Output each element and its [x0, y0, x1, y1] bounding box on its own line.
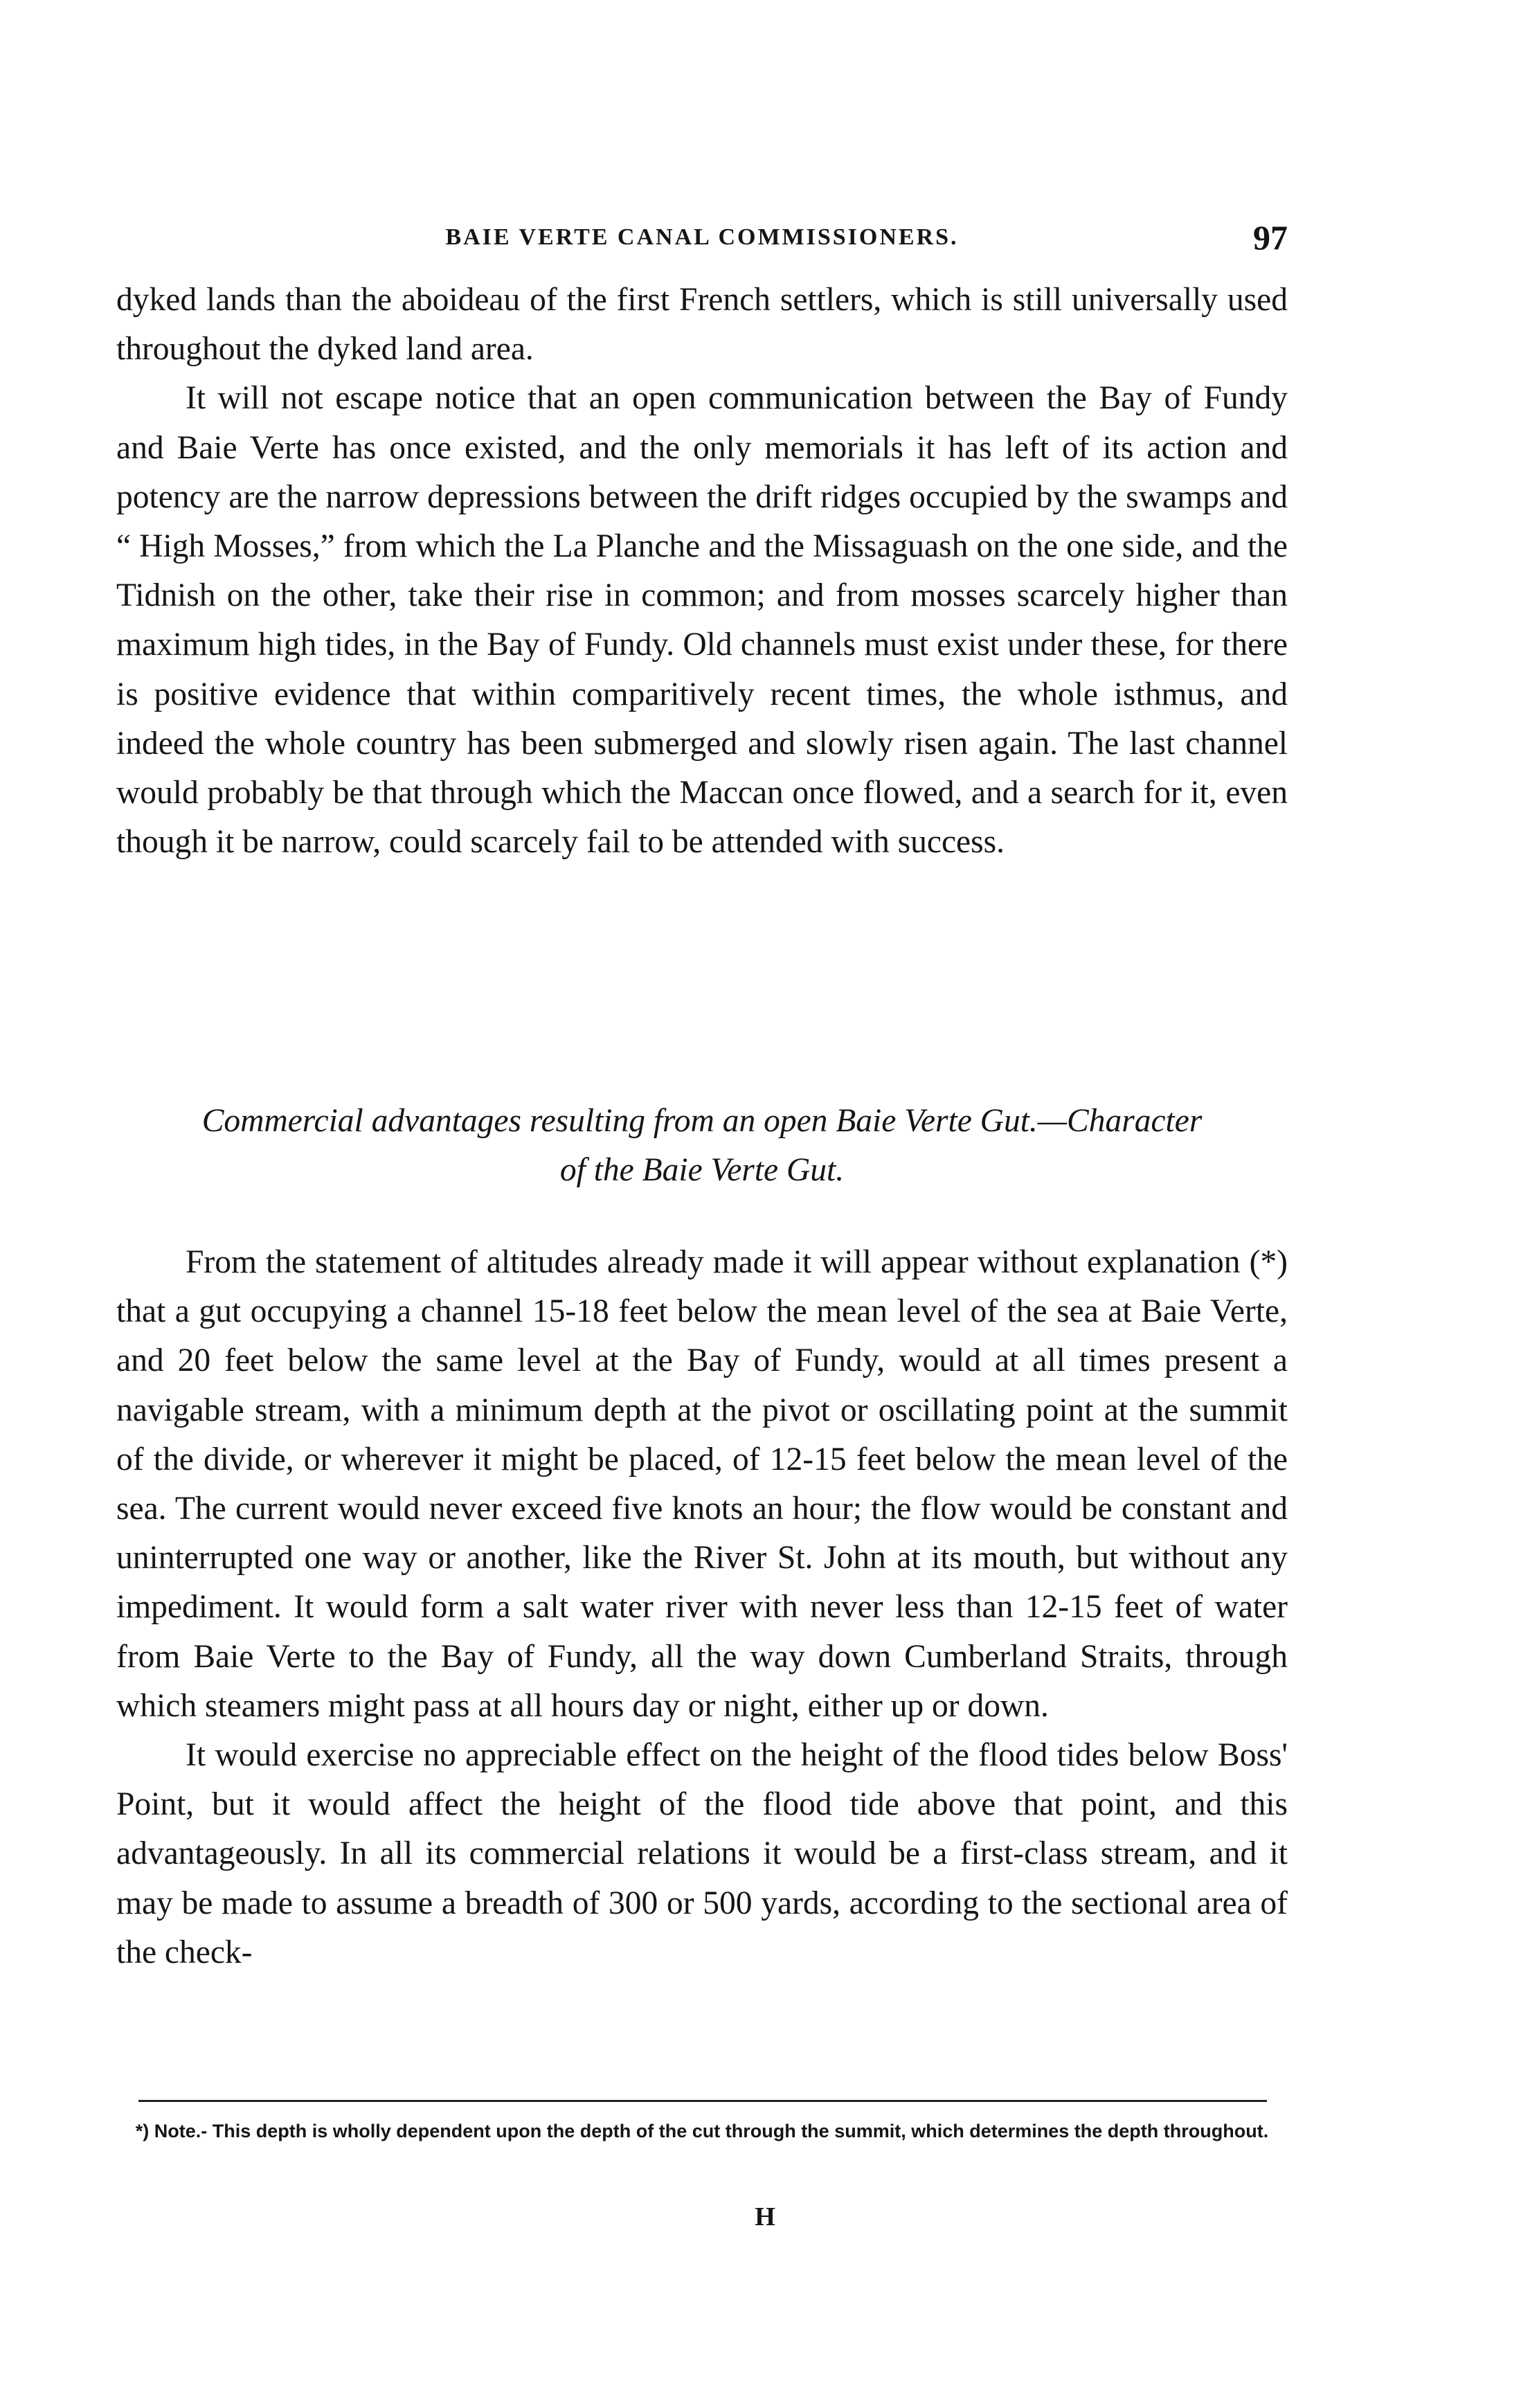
section-heading: [116, 1097, 1288, 1195]
running-head: [116, 220, 1288, 262]
footnote-rule: [138, 2100, 1267, 2102]
section-heading-line-2: of the Baie Verte Gut.: [559, 1152, 845, 1188]
paragraph-altitudes: From the statement of altitudes already made it will appear without explanation (*) that a gut occupying a channel 15-18 feet below the mean level of the sea at Baie Verte, and 20 feet below the same level at the Bay of Fundy, would at all times present a navigable stream, with a minimum depth at the pivot or oscillating point at the summit of the divide, or wherever it might be placed, of 12-15 feet below the mean level of the sea. The current would never exceed five knots an hour; the flow would be constant and uninterrupted one way or another, like the River St. John at its mouth, but without any impediment. It would form a salt water river with never less than 12-15 feet of water from Baie Verte to the Bay of Fundy, all the way down Cumberland Straits, through which steamers might pass at all hours day or night, either up or down.: [116, 1244, 1288, 1724]
paragraph-continued: dyked lands than the aboideau of the first French settlers, which is still universally used throughout the dyked land area.: [116, 282, 1288, 368]
body-block-top: [116, 276, 1288, 867]
running-title: BAIE VERTE CANAL COMMISSIONERS.: [445, 224, 959, 250]
page-number: 97: [1253, 218, 1288, 257]
paragraph-flood-tides: It would exercise no appreciable effect on the height of the flood tides below Boss' Point, but it would affect the height of the flood tide above that point, and this advantageously. In all its commercial relations it would be a first-class stream, and it may be made to assume a breadth of 300 or 500 yards, according to the sectional area of the check-: [116, 1737, 1288, 1970]
footnote: *) Note.- This depth is wholly dependent upon the depth of the cut through the summit, which determines the depth throughout.: [135, 2121, 1269, 2141]
section-heading-line-1: Commercial advantages resulting from an open Baie Verte Gut.—Character: [201, 1103, 1203, 1139]
body-block-bottom: [116, 1238, 1288, 1977]
signature-mark: H: [755, 2202, 775, 2231]
paragraph-open-communication: It will not escape notice that an open communication between the Bay of Fundy and Baie Verte has once existed, and the only memorials it has left of its action and potency are the narrow depressions between the drift ridges occupied by the swamps and “ High Mosses,” from which the La Planche and the Missaguash on the one side, and the Tidnish on the other, take their rise in common; and from mosses scarcely higher than maximum high tides, in the Bay of Fundy. Old channels must exist under these, for there is positive evidence that within comparitively recent times, the whole isthmus, and indeed the whole country has been submerged and slowly risen again. The last channel would probably be that through which the Maccan once flowed, and a search for it, even though it be narrow, could scarcely fail to be attended with success.: [116, 380, 1288, 861]
